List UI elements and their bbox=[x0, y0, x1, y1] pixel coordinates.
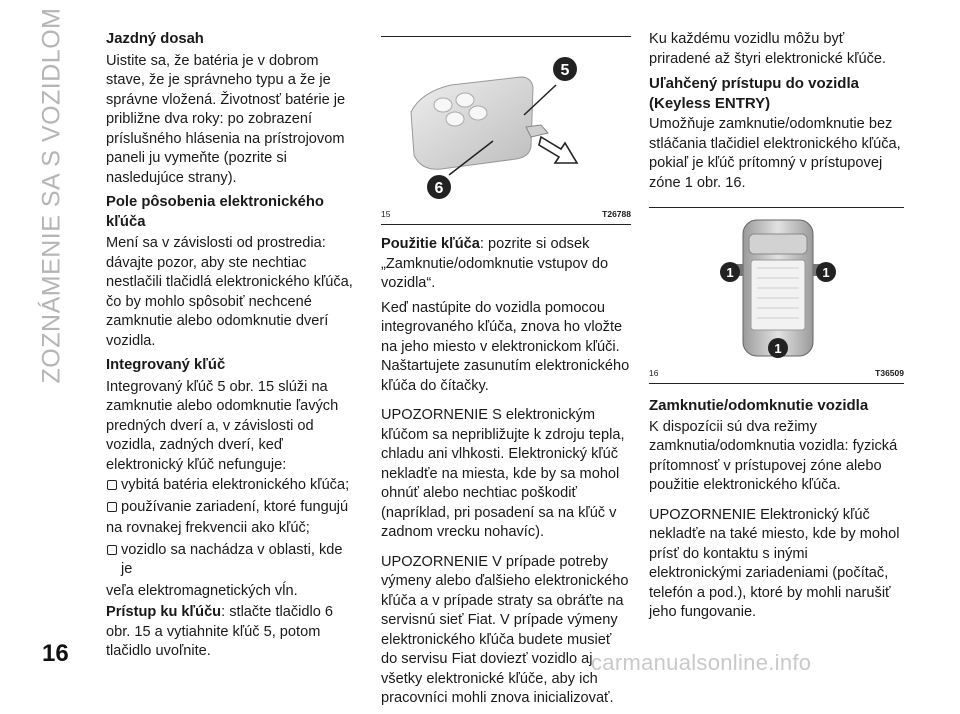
figure-15-caption bbox=[381, 207, 631, 225]
figure-15-number: 15 bbox=[381, 209, 391, 219]
key-access-label: Prístup ku kľúču bbox=[106, 604, 222, 620]
figure-16-caption bbox=[649, 366, 904, 384]
bullet-text-1: vybitá batéria elektronického kľúča; bbox=[121, 477, 350, 493]
vehicle-roof bbox=[751, 260, 805, 330]
page-number: 16 bbox=[42, 640, 69, 667]
column-2 bbox=[381, 36, 631, 714]
key-button-icon bbox=[446, 112, 464, 126]
heading-key-field: Pole pôsobenia elektronického kľúča bbox=[106, 194, 324, 230]
paragraph-keyless-entry: Umožňuje zamknutie/odomknutie bez stláčania tlačidiel elektronického kľúča, pokiaľ je kľúč prítomný v prístupovej zóne 1 obr. 16. bbox=[649, 116, 901, 191]
zone-1-rear-text: 1 bbox=[774, 341, 782, 356]
figure-15 bbox=[381, 36, 631, 225]
key-usage-label: Použitie kľúča bbox=[381, 236, 480, 252]
checkbox-bullet-icon bbox=[107, 545, 117, 555]
figure-16-code: T36509 bbox=[875, 368, 904, 378]
column-1 bbox=[106, 30, 356, 667]
zone-1-right-text: 1 bbox=[822, 265, 830, 280]
paragraph-warning-electronics: UPOZORNENIE Elektronický kľúč nekladťe na také miesto, kde by mohol prísť do kontaktu s inými elektronickými zariadeniami (počítač, telefón a pod.), ktoré by mohli narušiť jeho fungovanie. bbox=[649, 506, 900, 620]
paragraph-lock-modes: K dispozícii sú dva režimy zamknutia/odomknutia vozidla: fyzická prítomnosť v prístupovej zóne alebo použitie elektronického kľúča. bbox=[649, 418, 898, 493]
paragraph-key-field: Mení sa v závislosti od prostredia: dávajte pozor, aby ste nechtiac nestlačili tlačidlá elektronického kľúča, čo by mohlo spôsobiť nechcené zamknutie alebo odomknutie dverí vozidla. bbox=[106, 235, 353, 349]
label-5-text: 5 bbox=[560, 62, 570, 79]
figure-16 bbox=[649, 207, 904, 384]
key-button-icon bbox=[469, 106, 487, 120]
checkbox-bullet-icon bbox=[107, 480, 117, 490]
zone-1-left-text: 1 bbox=[726, 265, 734, 280]
heading-keyless-entry: Uľahčený prístupu do vozidla (Keyless ENTRY) bbox=[649, 75, 859, 112]
bullet-text-3: vozidlo sa nachádza v oblasti, kde je bbox=[121, 541, 343, 577]
paragraph-warning-replacement: UPOZORNENIE V prípade potreby výmeny alebo ďalšieho elektronického kľúča a v prípade straty sa obráťte na servisnú sieť Fiat. V prípade výmeny elektronického kľúča budete musieť do servisu Fiat doviezť vozidlo aj všetky elektronické kľúče, aby ich pracovníci mohli znova inicializovať. bbox=[381, 553, 629, 706]
bullet-item-1 bbox=[106, 476, 356, 496]
paragraph-integrated-entry: Keď nastúpite do vozidla pomocou integrovaného kľúča, znova ho vložte na jeho miesto v elektronickom kľúči. Naštartujete zasunutím elektronického kľúča do čítačky. bbox=[381, 299, 630, 394]
paragraph-key-usage bbox=[381, 235, 631, 294]
arrow-icon bbox=[539, 137, 577, 163]
key-card-body bbox=[411, 77, 533, 169]
paragraph-battery: Uistite sa, že batéria je v dobrom stave, že je správneho typu a že je správne vložená. Životnosť batérie je približne dva roky: po zobrazení príslušného hlásenia na prístrojovom paneli ju vymeňte (pozrite si nasledujúce strany). bbox=[106, 52, 346, 186]
paragraph-key-access bbox=[106, 603, 356, 662]
key-access-text: : stlačte tlačidlo 6 obr. 15 a vytiahnite kľúč 5, potom tlačidlo uvoľnite. bbox=[106, 604, 334, 659]
chapter-side-title bbox=[22, 7, 82, 383]
heading-integrated-key: Integrovaný kľúč bbox=[106, 357, 226, 373]
bullet-item-3 bbox=[106, 541, 356, 580]
heading-lock-unlock: Zamknutie/odomknutie vozidla bbox=[649, 397, 869, 414]
paragraph-warning-heat: UPOZORNENIE S elektronickým kľúčom sa nepribližujte k zdroju tepla, chladu ani vlhkosti. Elektronický kľúč nekladťe na miesta, kde by sa mohol ohnúť alebo nechtiac poškodiť (napríklad, pri posadení sa na kľúč v zadnom vrecku nohavíc). bbox=[381, 407, 625, 540]
bullet-text-3-cont: veľa elektromagnetických vĺn. bbox=[106, 582, 298, 599]
key-button-icon bbox=[434, 98, 452, 112]
figure-16-number: 16 bbox=[649, 368, 659, 378]
bullet-item-2 bbox=[106, 498, 356, 518]
paragraph-four-keys: Ku každému vozidlu môžu byť priradené až štyri elektronické kľúče. bbox=[649, 31, 887, 67]
paragraph-integrated-key: Integrovaný kľúč 5 obr. 15 slúži na zamknutie alebo odomknutie ľavých predných dverí a, v závislosti od vozidla, zadných dverí, keď elektronický kľúč nefunguje: bbox=[106, 378, 339, 473]
bullet-text-2: používanie zariadení, ktoré fungujú bbox=[121, 498, 349, 515]
label-6-text: 6 bbox=[434, 180, 444, 197]
chapter-title-text: ZOZNÁMENIE SA S VOZIDLOM bbox=[37, 7, 66, 383]
watermark-text: carmanualsonline.info bbox=[591, 650, 812, 675]
heading-range: Jazdný dosah bbox=[106, 31, 204, 47]
key-usage-text: : pozrite si odsek „Zamknutie/odomknutie vstupov do vozidla“. bbox=[381, 236, 609, 291]
vehicle-zone-illustration bbox=[649, 208, 904, 366]
figure-15-code: T26788 bbox=[602, 209, 631, 219]
key-card-illustration bbox=[381, 37, 631, 207]
key-button-icon bbox=[456, 93, 474, 107]
vehicle-windshield bbox=[749, 234, 807, 254]
checkbox-bullet-icon bbox=[107, 502, 117, 512]
column-3 bbox=[649, 30, 904, 628]
bullet-text-2-cont: na rovnakej frekvencii ako kľúč; bbox=[106, 520, 310, 536]
